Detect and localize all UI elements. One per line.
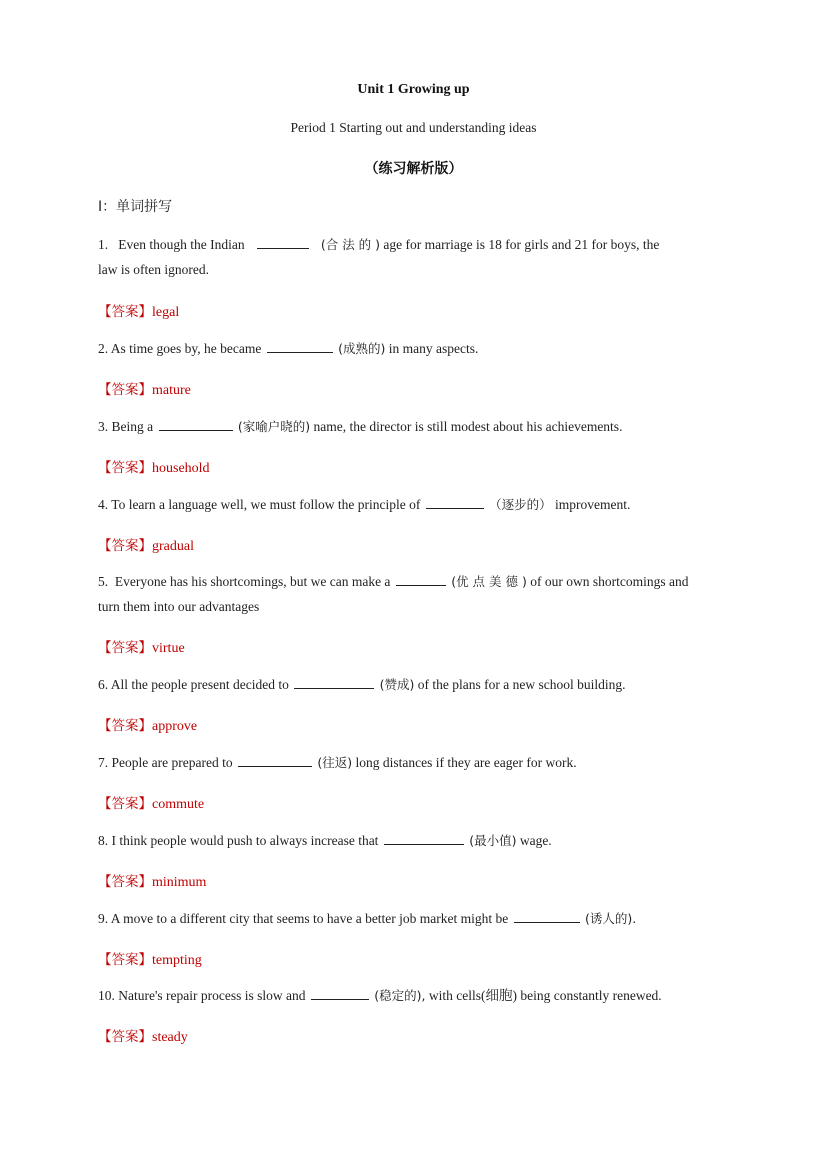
chinese-hint: （逐步的）: [489, 497, 552, 512]
chinese-hint: (合 法 的 ): [320, 237, 381, 252]
question-text: in many aspects.: [388, 341, 479, 356]
question-number: 3.: [98, 419, 109, 434]
period-subtitle: Period 1 Starting out and understanding ideas: [290, 120, 537, 135]
question-number: 1.: [98, 237, 109, 252]
chinese-hint: (优 点 美 德 ): [451, 574, 527, 589]
answer-word: gradual: [152, 539, 194, 554]
question-text: I think people would push to always increase that: [111, 833, 379, 848]
question-2: [98, 336, 729, 361]
question-number: 10.: [98, 988, 115, 1003]
answer-tag: 【答案】: [98, 952, 152, 968]
chinese-hint: (最小值): [469, 833, 517, 848]
question-number: 7.: [98, 755, 109, 770]
question-text: with cells(细胞) being constantly renewed.: [428, 988, 662, 1003]
question-text: As time goes by, he became: [110, 341, 262, 356]
question-1-line-2: law is often ignored.: [98, 262, 209, 277]
question-text: wage.: [519, 833, 552, 848]
version-label: （练习解析版）: [364, 161, 463, 177]
answer-tag: 【答案】: [98, 796, 152, 812]
answer-word: commute: [152, 797, 205, 812]
answer-tag: 【答案】: [98, 640, 152, 656]
answer-word: steady: [152, 1030, 188, 1045]
answer-blank: [159, 416, 233, 431]
question-number: 8.: [98, 833, 109, 848]
chinese-hint: (诱人的).: [585, 911, 637, 926]
answer-10: [98, 1025, 188, 1046]
question-text: Even though the Indian: [118, 237, 245, 252]
answer-word: household: [152, 461, 210, 476]
answer-tag: 【答案】: [98, 718, 152, 734]
answer-blank: [267, 338, 333, 353]
chinese-hint: (赞成): [379, 677, 415, 692]
answer-word: tempting: [152, 953, 202, 968]
question-text: A move to a different city that seems to have a better job market might be: [110, 911, 509, 926]
answer-word: virtue: [152, 641, 185, 656]
question-text: name, the director is still modest about his achievements.: [313, 419, 623, 434]
question-text: age for marriage is 18 for girls and 21 for boys, the: [383, 237, 660, 252]
chinese-hint: (往返): [317, 755, 353, 770]
question-5-line-2: turn them into our advantages: [98, 599, 260, 614]
answer-blank: [294, 674, 374, 689]
chinese-hint: (家喻户晓的): [237, 419, 311, 434]
section-heading: I：单词拼写: [98, 199, 173, 215]
question-number: 4.: [98, 497, 109, 512]
question-text: Being a: [111, 419, 154, 434]
answer-word: approve: [152, 719, 198, 734]
answer-tag: 【答案】: [98, 874, 152, 890]
answer-1: [98, 300, 179, 321]
chinese-hint: (成熟的): [338, 341, 386, 356]
answer-5: [98, 636, 185, 657]
answer-6: [98, 714, 197, 735]
answer-7: [98, 792, 204, 813]
answer-blank: [396, 571, 446, 586]
question-text: long distances if they are eager for work.: [355, 755, 577, 770]
question-text: improvement.: [555, 497, 631, 512]
answer-3: [98, 456, 210, 477]
question-3: [98, 414, 729, 439]
question-5: [98, 569, 729, 594]
answer-8: [98, 870, 206, 891]
answer-blank: [384, 830, 464, 845]
chinese-hint: (稳定的),: [374, 988, 426, 1003]
answer-tag: 【答案】: [98, 460, 152, 476]
question-10: [98, 983, 729, 1008]
question-4: [98, 492, 729, 517]
answer-4: [98, 534, 194, 555]
question-text: Everyone has his shortcomings, but we can make a: [114, 574, 391, 589]
question-text: People are prepared to: [111, 755, 233, 770]
question-number: 9.: [98, 911, 109, 926]
answer-blank: [426, 494, 484, 509]
question-text: Nature's repair process is slow and: [118, 988, 306, 1003]
answer-blank: [257, 234, 309, 249]
question-number: 5.: [98, 574, 109, 589]
question-6: [98, 672, 729, 697]
question-9: [98, 906, 729, 931]
answer-tag: 【答案】: [98, 382, 152, 398]
question-number: 2.: [98, 341, 109, 356]
answer-2: [98, 378, 191, 399]
question-number: 6.: [98, 677, 109, 692]
question-8: [98, 828, 729, 853]
answer-word: legal: [152, 305, 180, 320]
answer-blank: [238, 752, 312, 767]
question-7: [98, 750, 729, 775]
question-text: All the people present decided to: [110, 677, 289, 692]
question-text: of our own shortcomings and: [530, 574, 689, 589]
answer-tag: 【答案】: [98, 538, 152, 554]
answer-word: minimum: [152, 875, 207, 890]
question-text: of the plans for a new school building.: [417, 677, 626, 692]
answer-blank: [514, 908, 580, 923]
answer-blank: [311, 985, 369, 1000]
answer-9: [98, 948, 202, 969]
answer-word: mature: [152, 383, 191, 398]
question-1: [98, 232, 729, 257]
unit-title: Unit 1 Growing up: [357, 82, 470, 97]
question-text: To learn a language well, we must follow the principle of: [111, 497, 421, 512]
answer-tag: 【答案】: [98, 304, 152, 320]
answer-tag: 【答案】: [98, 1029, 152, 1045]
